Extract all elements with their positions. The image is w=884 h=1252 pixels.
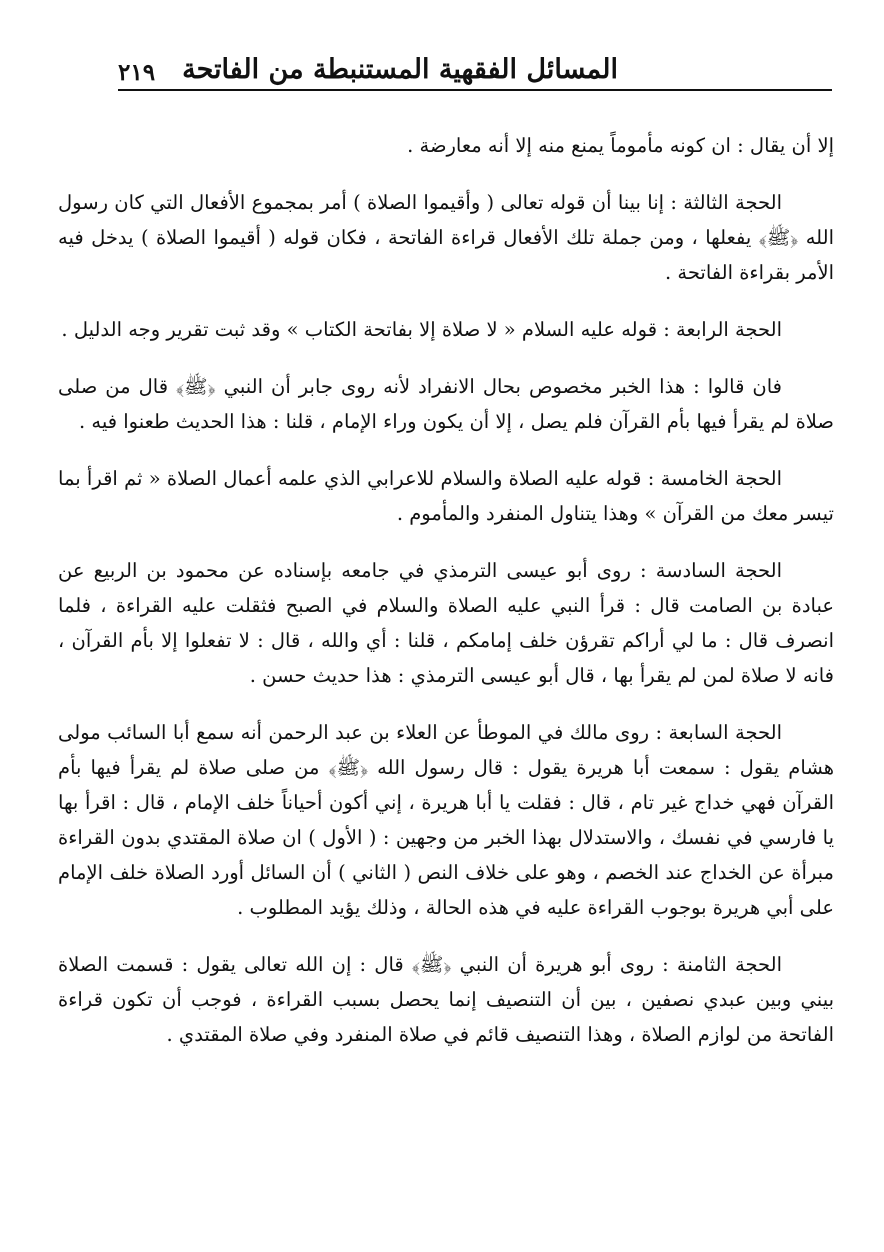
header-rule bbox=[118, 89, 832, 91]
page-number: ٢١٩ bbox=[118, 59, 156, 86]
paragraph-text: الحجة السابعة : روى مالك في الموطأ عن العلاء بن عبد الرحمن أنه سمع أبا السائب مولى هشام يقول : سمعت أبا هريرة يقول : قال رسول الله ﴿ﷺ﴾ من صلى صلاة لم يقرأ فيها بأم القرآن فهي خداج غير تام ، قال : فقلت يا أبا هريرة ، إني أكون أحياناً خلف الإمام ، قال : اقرأ بها يا فارسي في نفسك ، والاستدلال بهذا الخبر من وجهين : ( الأول ) ان صلاة المقتدي بدون القراءة مبرأة عن الخداج عند الخصم ، وهو على خلاف النص ( الثاني ) أن السائل أورد الصلاة خلف الإمام على أبي هريرة بوجوب القراءة عليه في هذه الحالة ، وذلك يؤيد المطلوب . bbox=[58, 721, 834, 919]
paragraph-text: الحجة الثالثة : إنا بينا أن قوله تعالى ( وأقيموا الصلاة ) أمر بمجموع الأفعال التي كان رسول الله ﴿ﷺ﴾ يفعلها ، ومن جملة تلك الأفعال قراءة الفاتحة ، فكان قوله ( أقيموا الصلاة ) يدخل فيه الأمر بقراءة الفاتحة . bbox=[58, 191, 834, 284]
body-text bbox=[58, 128, 834, 1052]
paragraph-text: إلا أن يقال : ان كونه مأموماً يمنع منه إلا أنه معارضة . bbox=[407, 134, 834, 157]
running-title: المسائل الفقهية المستنبطة من الفاتحة bbox=[182, 54, 618, 85]
paragraph-4 bbox=[58, 369, 834, 439]
paragraph-8 bbox=[58, 947, 834, 1052]
paragraph-text: الحجة الرابعة : قوله عليه السلام « لا صلاة إلا بفاتحة الكتاب » وقد ثبت تقرير وجه الدليل . bbox=[61, 318, 782, 341]
paragraph-1 bbox=[58, 128, 834, 163]
page-header bbox=[118, 52, 832, 92]
paragraph-7 bbox=[58, 715, 834, 925]
paragraph-3 bbox=[58, 312, 834, 347]
paragraph-2 bbox=[58, 185, 834, 290]
paragraph-5 bbox=[58, 461, 834, 531]
paragraph-6 bbox=[58, 553, 834, 693]
paragraph-text: الحجة السادسة : روى أبو عيسى الترمذي في جامعه بإسناده عن محمود بن الربيع عن عبادة بن الصامت قال : قرأ النبي عليه الصلاة والسلام في الصبح فثقلت عليه القراءة ، فلما انصرف قال : ما لي أراكم تقرؤن خلف إمامكم ، قلنا : أي والله ، قال : لا تفعلوا إلا بأم القرآن ، فانه لا صلاة لمن لم يقرأ بها ، قال أبو عيسى الترمذي : هذا حديث حسن . bbox=[58, 559, 834, 687]
paragraph-text: الحجة الثامنة : روى أبو هريرة أن النبي ﴿ﷺ﴾ قال : إن الله تعالى يقول : قسمت الصلاة بيني وبين عبدي نصفين ، بين أن التنصيف إنما يحصل بسبب القراءة ، فوجب أن تكون قراءة الفاتحة من لوازم الصلاة ، وهذا التنصيف قائم في صلاة المنفرد وفي صلاة المقتدي . bbox=[58, 953, 834, 1046]
paragraph-text: الحجة الخامسة : قوله عليه الصلاة والسلام للاعرابي الذي علمه أعمال الصلاة « ثم اقرأ بما تيسر معك من القرآن » وهذا يتناول المنفرد والمأموم . bbox=[58, 467, 834, 525]
paragraph-text: فان قالوا : هذا الخبر مخصوص بحال الانفراد لأنه روى جابر أن النبي ﴿ﷺ﴾ قال من صلى صلاة لم يقرأ فيها بأم القرآن فلم يصل ، إلا أن يكون وراء الإمام ، قلنا : هذا الحديث طعنوا فيه . bbox=[58, 375, 834, 433]
